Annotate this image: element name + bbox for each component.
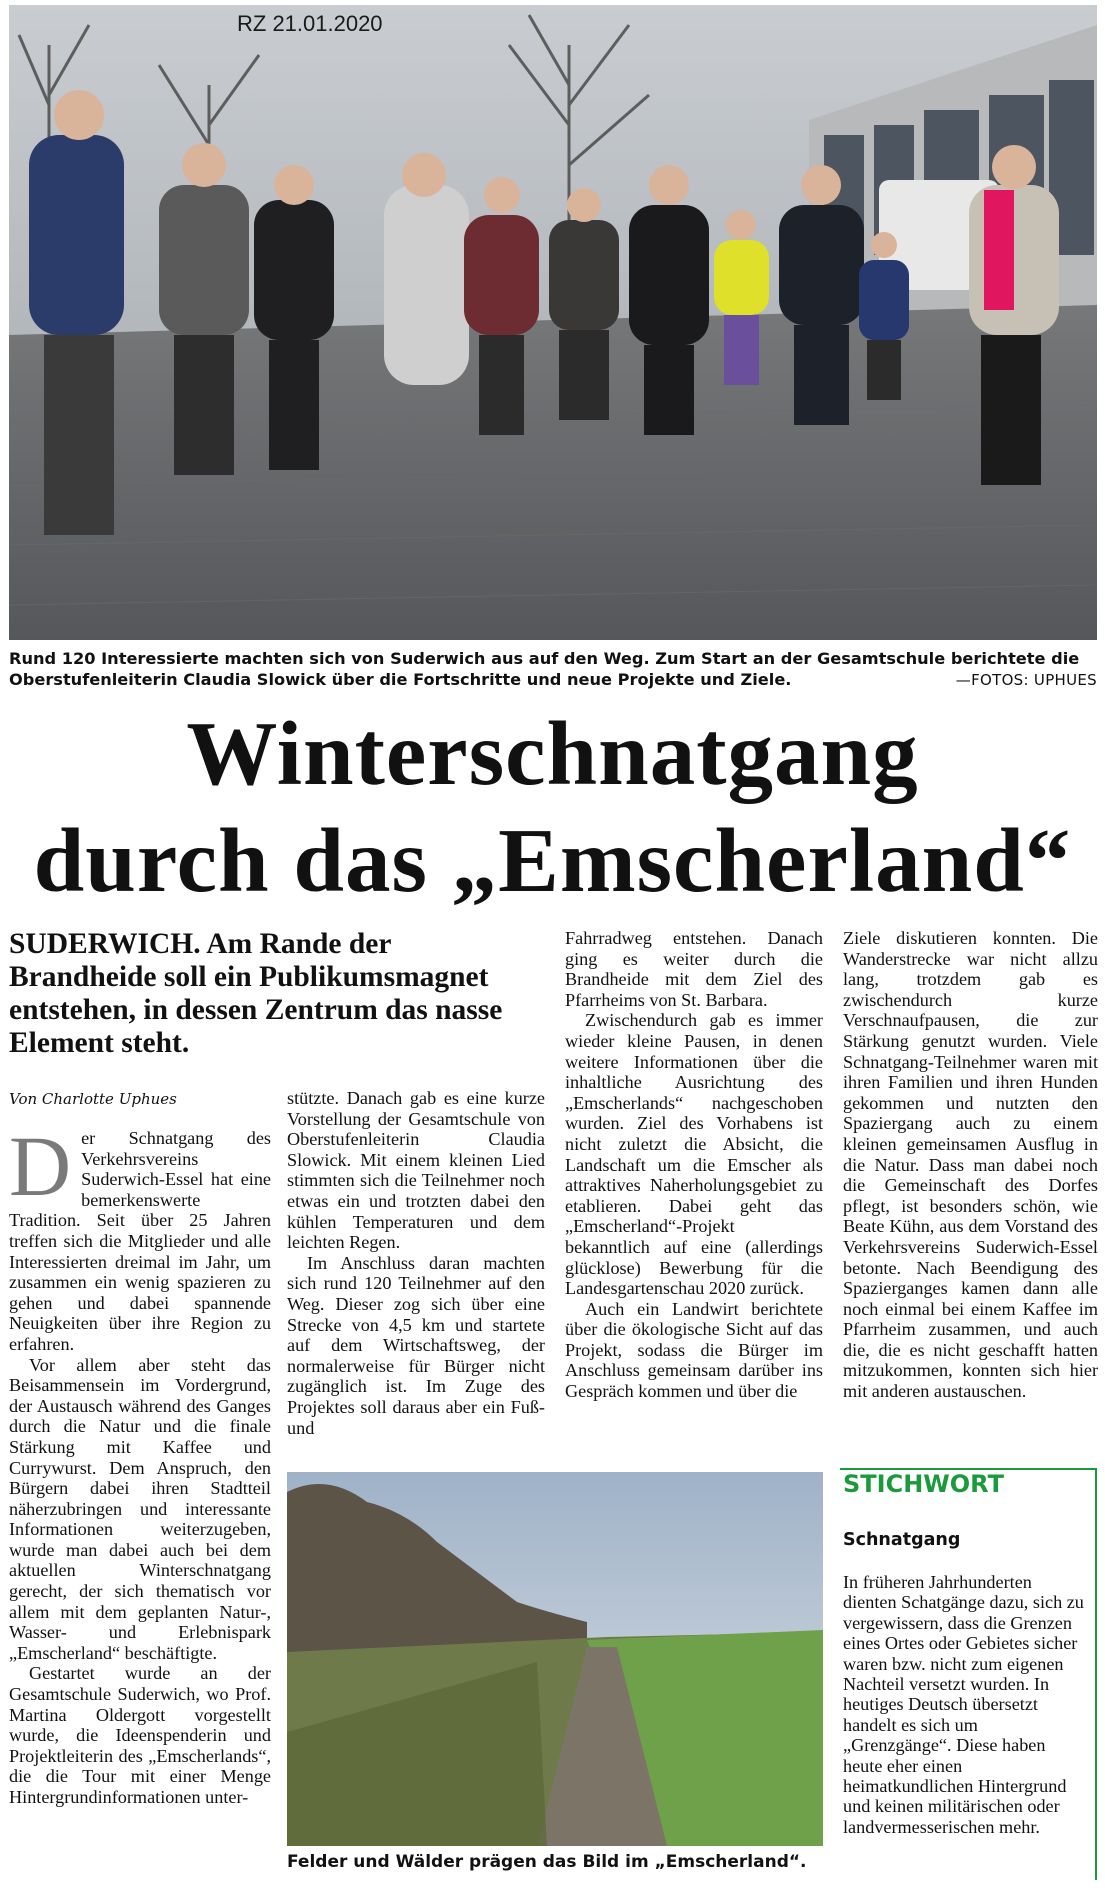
paragraph: Ziele diskutieren konnten. Die Wanderstrecke war nicht allzu lang, trotzdem gab es zwischendurch kurze Verschnaufpausen, die zur Stärkung genutzt wurden. Viele Schnatgang-Teilnehmer waren mit ihren Familien und ihren Hunden gekommen und nutzten den Spaziergang auch zu einem kleinen gemeinsamen Ausflug in die Natur. Dass man dabei noch die Gemeinschaft des Dorfes pflegt, ist besonders schön, wie Beate Kühn, aus dem Vorstand des Verkehrsvereins Suderwich-Essel betonte. Nach Beendigung des Spazierganges kamen dann alle noch einmal bei einem Kaffee im Pfarrheim zusammen, und auch die, die es nicht geschafft hatten mitzukommen, konnten sich hier mit anderen austauschen. — [843, 928, 1098, 1402]
paragraph: Zwischendurch gab es immer wieder kleine Pausen, in denen weitere Informationen über die inhaltliche Ausrichtung des „Emscherlands“ nachgeschoben wurden. Ziel des Vorhabens ist nicht zuletzt die Absicht, die Landschaft um die Emscher als attraktives Naherholungsgebiet zu etablieren. Dabei geht das „Emscherland“-Projekt bekanntlich auf eine (allerdings glücklose) Bewerbung für die Landesgartenschau 2020 zurück. — [565, 1010, 823, 1299]
bottom-photo — [287, 1472, 823, 1846]
paragraph: stützte. Danach gab es eine kurze Vorstellung der Gesamtschule von Oberstufenleiterin Claudia Slowick. Mit einem kleinen Lied stimmten sich die Teilnehmer noch etwas ein und trotzten dabei den kühlen Temperaturen und dem leichten Regen. — [287, 1088, 545, 1253]
field-landscape-illustration — [287, 1472, 823, 1846]
date-stamp: RZ 21.01.2020 — [237, 11, 383, 36]
byline: Von Charlotte Uphues — [9, 1090, 177, 1108]
stichwort-title: STICHWORT — [843, 1470, 1004, 1498]
stichwort-subtitle: Schnatgang — [843, 1530, 961, 1550]
paragraph: Fahrradweg entstehen. Danach ging es weiter durch die Brandheide mit dem Ziel des Pfarrheims von St. Barbara. — [565, 928, 823, 1010]
photo-credit: —FOTOS: UPHUES — [955, 671, 1097, 689]
drop-cap: D — [9, 1118, 72, 1214]
article-column-2 — [287, 1088, 545, 1438]
paragraph: Der Schnatgang des Verkehrsvereins Suderwich-Essel hat eine bemerkenswerte Tradition. Seit über 25 Jahren treffen sich die Mitglieder und alle Interessierten dreimal im Jahr, um zusammen ein wenig spazieren zu gehen und dabei spannende Neuigkeiten über ihre Region zu erfahren. — [9, 1118, 271, 1354]
headline-line-1: Winterschnatgang — [186, 703, 919, 804]
article-column-4 — [843, 928, 1098, 1402]
paragraph: Gestartet wurde an der Gesamtschule Suderwich, wo Prof. Martina Oldergott vorgestellt wurde, die Ideenspenderin und Projektleiterin des „Emscherlands“, die die Tour mit einer Menge Hintergrundinformationen unter- — [9, 1663, 271, 1807]
paragraph: Im Anschluss daran machten sich rund 120 Teilnehmer auf den Weg. Dieser zog sich über eine Strecke von 4,5 km und startete auf dem Wirtschaftsweg, der normalerweise für Bürger nicht zugänglich ist. Im Zuge des Projektes soll daraus aber ein Fuß- und — [287, 1252, 545, 1438]
paragraph: Auch ein Landwirt berichtete über die ökologische Sicht auf das Projekt, sodass die Bürger im Anschluss gemeinsam darüber ins Gespräch kommen und über die — [565, 1298, 823, 1402]
article-column-3 — [565, 928, 823, 1402]
photo-caption-top: Rund 120 Interessierte machten sich von Suderwich aus auf den Weg. Zum Start an der Gesamtschule berichtete die Oberstufenleiterin Claudia Slowick über die Fortschritte und neue Projekte und Ziele. — [9, 649, 1080, 689]
article-column-1 — [9, 1118, 271, 1808]
lead-paragraph: SUDERWICH. Am Rande der Brandheide soll ein Publikumsmagnet entstehen, in dessen Zentrum das nasse Element steht. — [9, 928, 503, 1059]
paragraph: Vor allem aber steht das Beisammensein im Vordergrund, der Austausch während des Ganges durch die Natur und die finale Stärkung mit Kaffee und Currywurst. Dem Anspruch, den Bürgern dabei ihren Stadtteil näherzubringen und interessante Informationen weiterzugeben, wurde man dabei auch bei dem aktuellen Winterschnatgang gerecht, der sich thematisch vor allem mit dem geplanten Natur-, Wasser- und Erlebnispark „Emscherland“ beschäftigte. — [9, 1354, 271, 1663]
stichwort-text: In früheren Jahrhunderten dienten Schatgänge dazu, sich zu vergewissern, dass die Grenzen eines Ortes oder Gebietes sicher waren bzw. nicht zum eigenen Nachteil versetzt wurden. In heutiges Deutsch übersetzt handelt es sich um „Grenzgänge“. Diese haben heute eher einen heimatkundlichen Hintergrund und keinen militärischen oder landvermesserischen mehr. — [843, 1572, 1084, 1837]
top-photo — [9, 5, 1097, 640]
headline-line-2: durch das „Emscherland“ — [33, 810, 1072, 911]
photo-caption-bottom: Felder und Wälder prägen das Bild im „Emscherland“. — [287, 1852, 807, 1872]
group-photo-illustration — [9, 5, 1097, 640]
headline — [0, 700, 1105, 914]
